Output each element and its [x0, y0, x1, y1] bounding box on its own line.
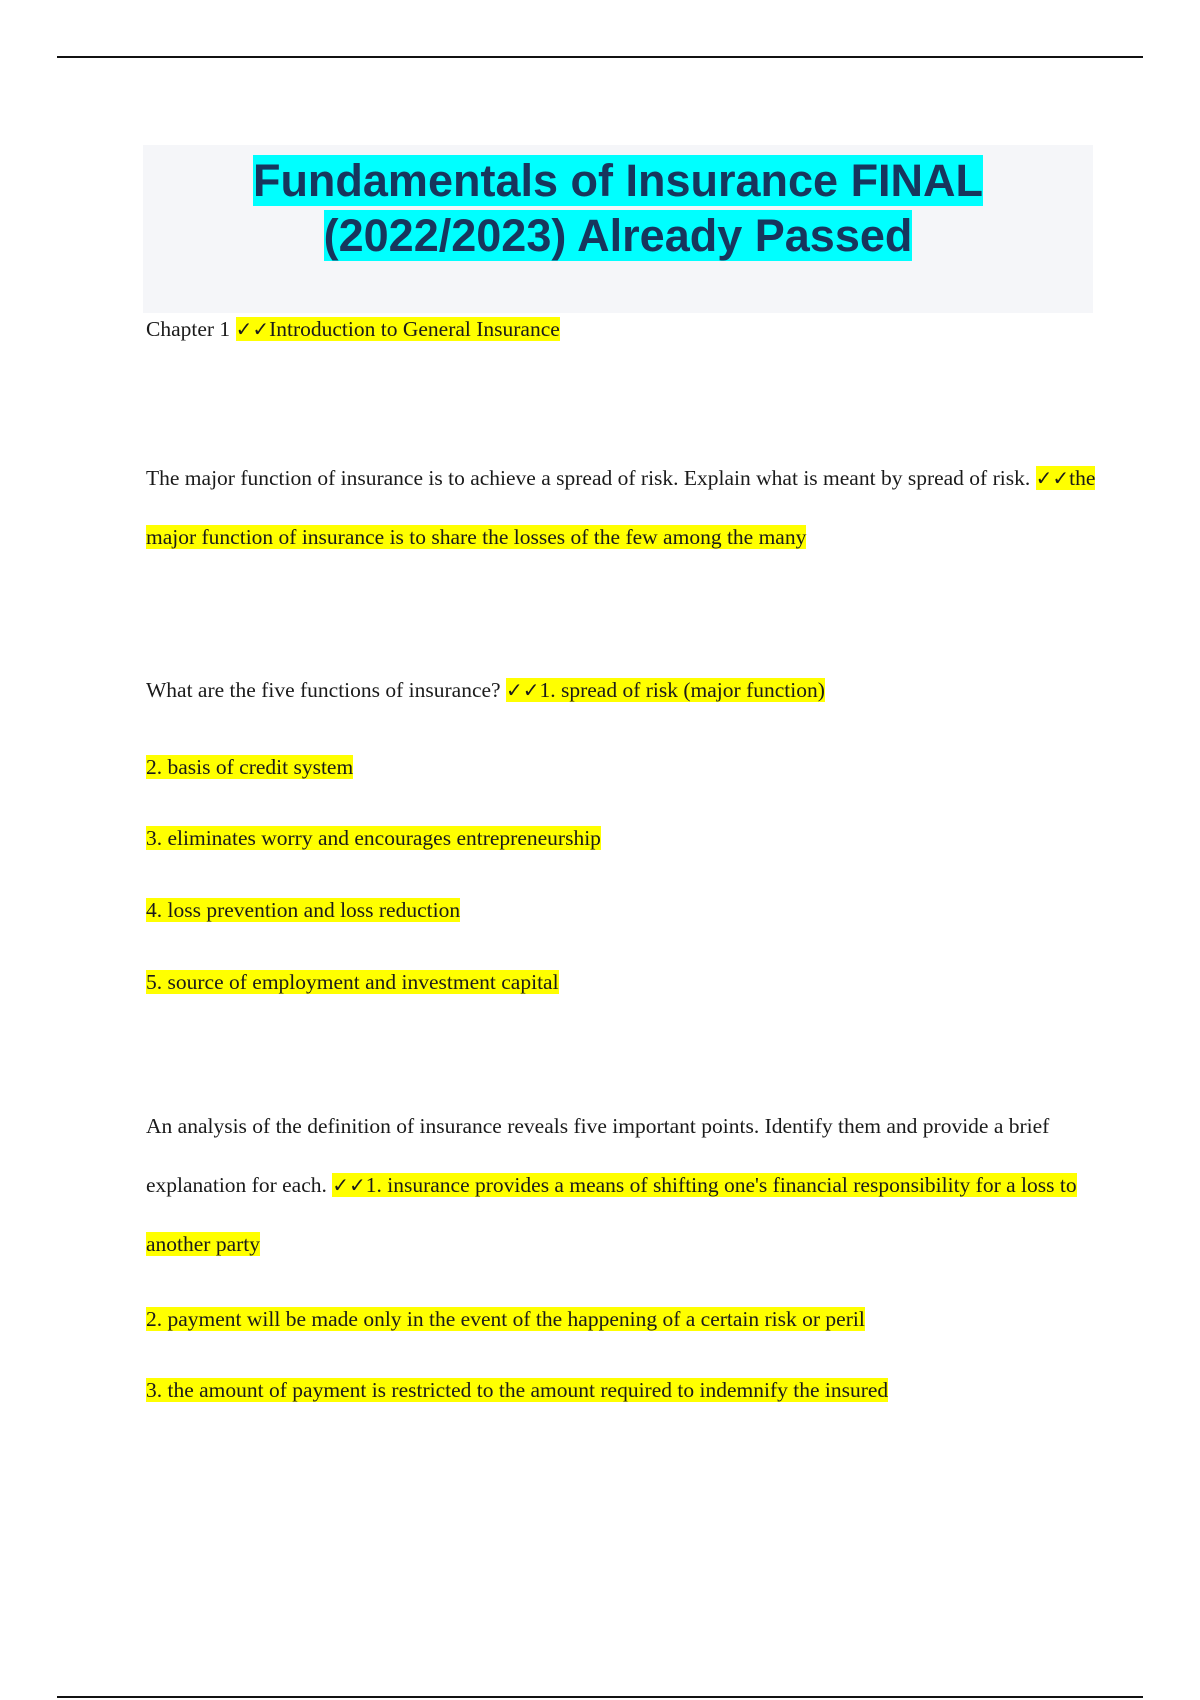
list-item	[146, 1290, 1096, 1349]
question-2-answer	[506, 678, 825, 702]
question-2-text: What are the five functions of insurance?	[146, 678, 501, 702]
question-2-answer-item: 4. loss prevention and loss reduction	[146, 898, 461, 922]
list-item	[146, 738, 1096, 797]
question-3-answer-item: 3. the amount of payment is restricted to the amount required to indemnify the insured	[146, 1378, 889, 1402]
check-icon: ✓✓	[332, 1173, 366, 1197]
check-icon: ✓✓	[235, 317, 270, 341]
question-1-text: The major function of insurance is to achieve a spread of risk. Explain what is meant by spread of risk.	[146, 466, 1031, 490]
question-1-answer-text: the major function of insurance is to share the losses of the few among the many	[146, 466, 1096, 549]
list-item	[146, 953, 1096, 1012]
header-rule	[57, 56, 1143, 58]
check-icon: ✓✓	[1035, 466, 1070, 490]
question-3-text: An analysis of the definition of insurance reveals five important points. Identify them and provide a brief explanation for each.	[146, 1114, 1050, 1197]
chapter-answer	[236, 317, 560, 341]
check-icon: ✓✓	[505, 678, 540, 702]
question-2-answer-item: 2. basis of credit system	[146, 755, 354, 779]
chapter-answer-text: Introduction to General Insurance	[269, 317, 560, 341]
footer-rule	[57, 1696, 1143, 1698]
chapter-prefix: Chapter 1	[146, 317, 231, 341]
question-2-answer-item: 5. source of employment and investment capital	[146, 970, 559, 994]
question-3-answer-first: 1. insurance provides a means of shifting one's financial responsibility for a loss to another party	[146, 1173, 1077, 1256]
question-3-answer-item: 2. payment will be made only in the event of the happening of a certain risk or peril	[146, 1307, 865, 1331]
list-item	[146, 881, 1096, 940]
list-item	[146, 809, 1096, 868]
list-item	[146, 1361, 1096, 1420]
question-3	[146, 1097, 1096, 1274]
question-2-answer-item: 3. eliminates worry and encourages entrepreneurship	[146, 826, 601, 850]
title-banner	[143, 145, 1093, 313]
question-2-answer-first: 1. spread of risk (major function)	[539, 678, 825, 702]
chapter-heading	[146, 300, 1096, 359]
question-2	[146, 661, 1096, 720]
document-title: Fundamentals of Insurance FINAL (2022/2023) Already Passed	[252, 155, 984, 261]
question-1	[146, 449, 1096, 567]
